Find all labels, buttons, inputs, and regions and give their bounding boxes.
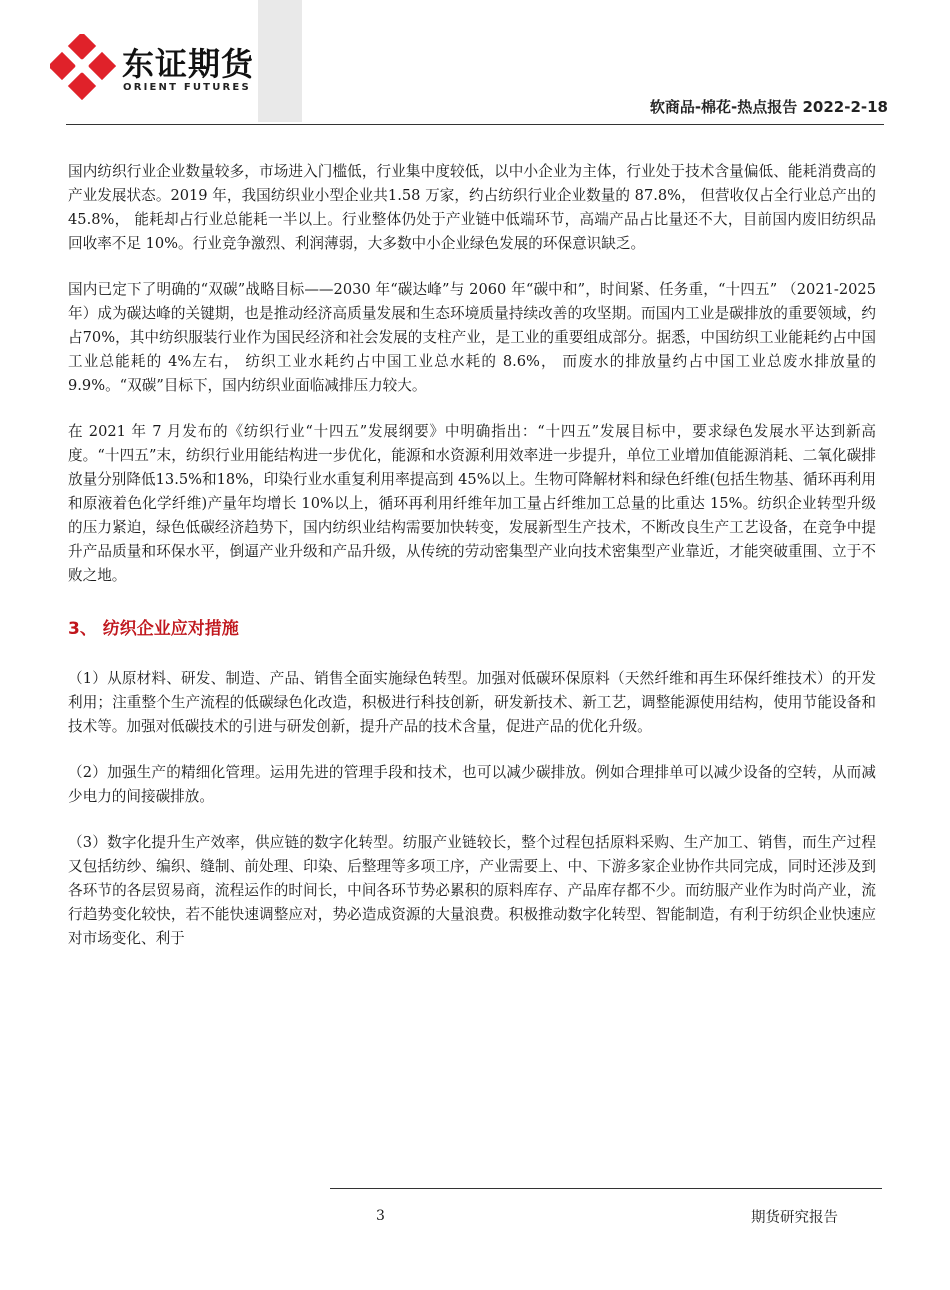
paragraph: 国内纺织行业企业数量较多，市场进入门槛低，行业集中度较低，以中小企业为主体，行业处于技术含量偏低、能耗消费高的产业发展状态。2019 年，我国纺织业小型企业共1.58 万家，约占纺织行业企业数量的 87.8%， 但营收仅占全行业总产出的 45.8%， 能耗却占行业总能耗一半以上。行业整体仍处于产业链中低端环节，高端产品占比量还不大，目前国内废旧纺织品回收率不足 10%。行业竞争激烈、利润薄弱，大多数中小企业绿色发展的环保意识缺乏。 xyxy=(68,163,876,252)
logo-english-name: ORIENT FUTURES xyxy=(123,82,251,93)
header-gray-band xyxy=(258,0,302,122)
orient-futures-logo xyxy=(50,34,260,100)
paragraph: 国内已定下了明确的“双碳”战略目标——2030 年“碳达峰”与 2060 年“碳中和”，时间紧、任务重，“十四五” （2021-2025 年）成为碳达峰的关键期，也是推动经济高质量发展和生态环境质量持续改善的攻坚期。而国内工业是碳排放的重要领域，约占70%，其中纺织服装行业作为国民经济和社会发展的支柱产业，是工业的重要组成部分。据悉，中国纺织工业能耗约占中国工业总能耗的 4%左右， 纺织工业水耗约占中国工业总水耗的 8.6%， 而废水的排放量约占中国工业总废水排放量的 9.9%。“双碳”目标下，国内纺织业面临减排压力较大。 xyxy=(68,281,876,394)
logo-chinese-name: 东证期货 xyxy=(122,45,255,83)
footer-label: 期货研究报告 xyxy=(751,1210,838,1226)
section-heading: 3、 纺织企业应对措施 xyxy=(68,619,239,639)
paragraph: （1）从原材料、研发、制造、产品、销售全面实施绿色转型。加强对低碳环保原料（天然纤维和再生环保纤维技术）的开发利用；注重整个生产流程的低碳绿色化改造，积极进行科技创新，研发新技术、新工艺，调整能源使用结构，使用节能设备和技术等。加强对低碳技术的引进与研发创新，提升产品的技术含量，促进产品的优化升级。 xyxy=(68,670,876,735)
logo-mark-icon xyxy=(50,34,116,100)
footer-divider xyxy=(330,1188,882,1189)
report-body xyxy=(68,160,876,973)
page-number: 3 xyxy=(376,1208,385,1224)
paragraph: （3）数字化提升生产效率，供应链的数字化转型。纺服产业链较长，整个过程包括原料采购、生产加工、销售，而生产过程又包括纺纱、编织、缝制、前处理、印染、后整理等多项工序，产业需要上、中、下游多家企业协作共同完成，同时还涉及到各环节的各层贸易商，流程运作的时间长，中间各环节势必累积的原料库存、产品库存都不少。而纺服产业作为时尚产业，流行趋势变化较快，若不能快速调整应对，势必造成资源的大量浪费。积极推动数字化转型、智能制造，有利于纺织企业快速应对市场变化、利于 xyxy=(68,834,876,947)
paragraph: 在 2021 年 7 月发布的《纺织行业“十四五”发展纲要》中明确指出：“十四五”发展目标中，要求绿色发展水平达到新高度。“十四五”末，纺织行业用能结构进一步优化，能源和水资源利用效率进一步提升，单位工业增加值能源消耗、二氧化碳排放量分别降低13.5%和18%，印染行业水重复利用率提高到 45%以上。生物可降解材料和绿色纤维(包括生物基、循环再利用和原液着色化学纤维)产量年均增长 10%以上，循环再利用纤维年加工量占纤维加工总量的比重达 15%。纺织企业转型升级的压力紧迫，绿色低碳经济趋势下，国内纺织业结构需要加快转变，发展新型生产技术，不断改良生产工艺设备，在竞争中提升产品质量和环保水平，倒逼产业升级和产品升级，从传统的劳动密集型产业向技术密集型产业靠近，才能突破重围、立于不败之地。 xyxy=(68,423,876,584)
report-title: 软商品-棉花-热点报告 2022-2-18 xyxy=(649,98,888,116)
header-divider xyxy=(66,124,884,125)
paragraph: （2）加强生产的精细化管理。运用先进的管理手段和技术，也可以减少碳排放。例如合理排单可以减少设备的空转，从而减少电力的间接碳排放。 xyxy=(68,764,876,805)
